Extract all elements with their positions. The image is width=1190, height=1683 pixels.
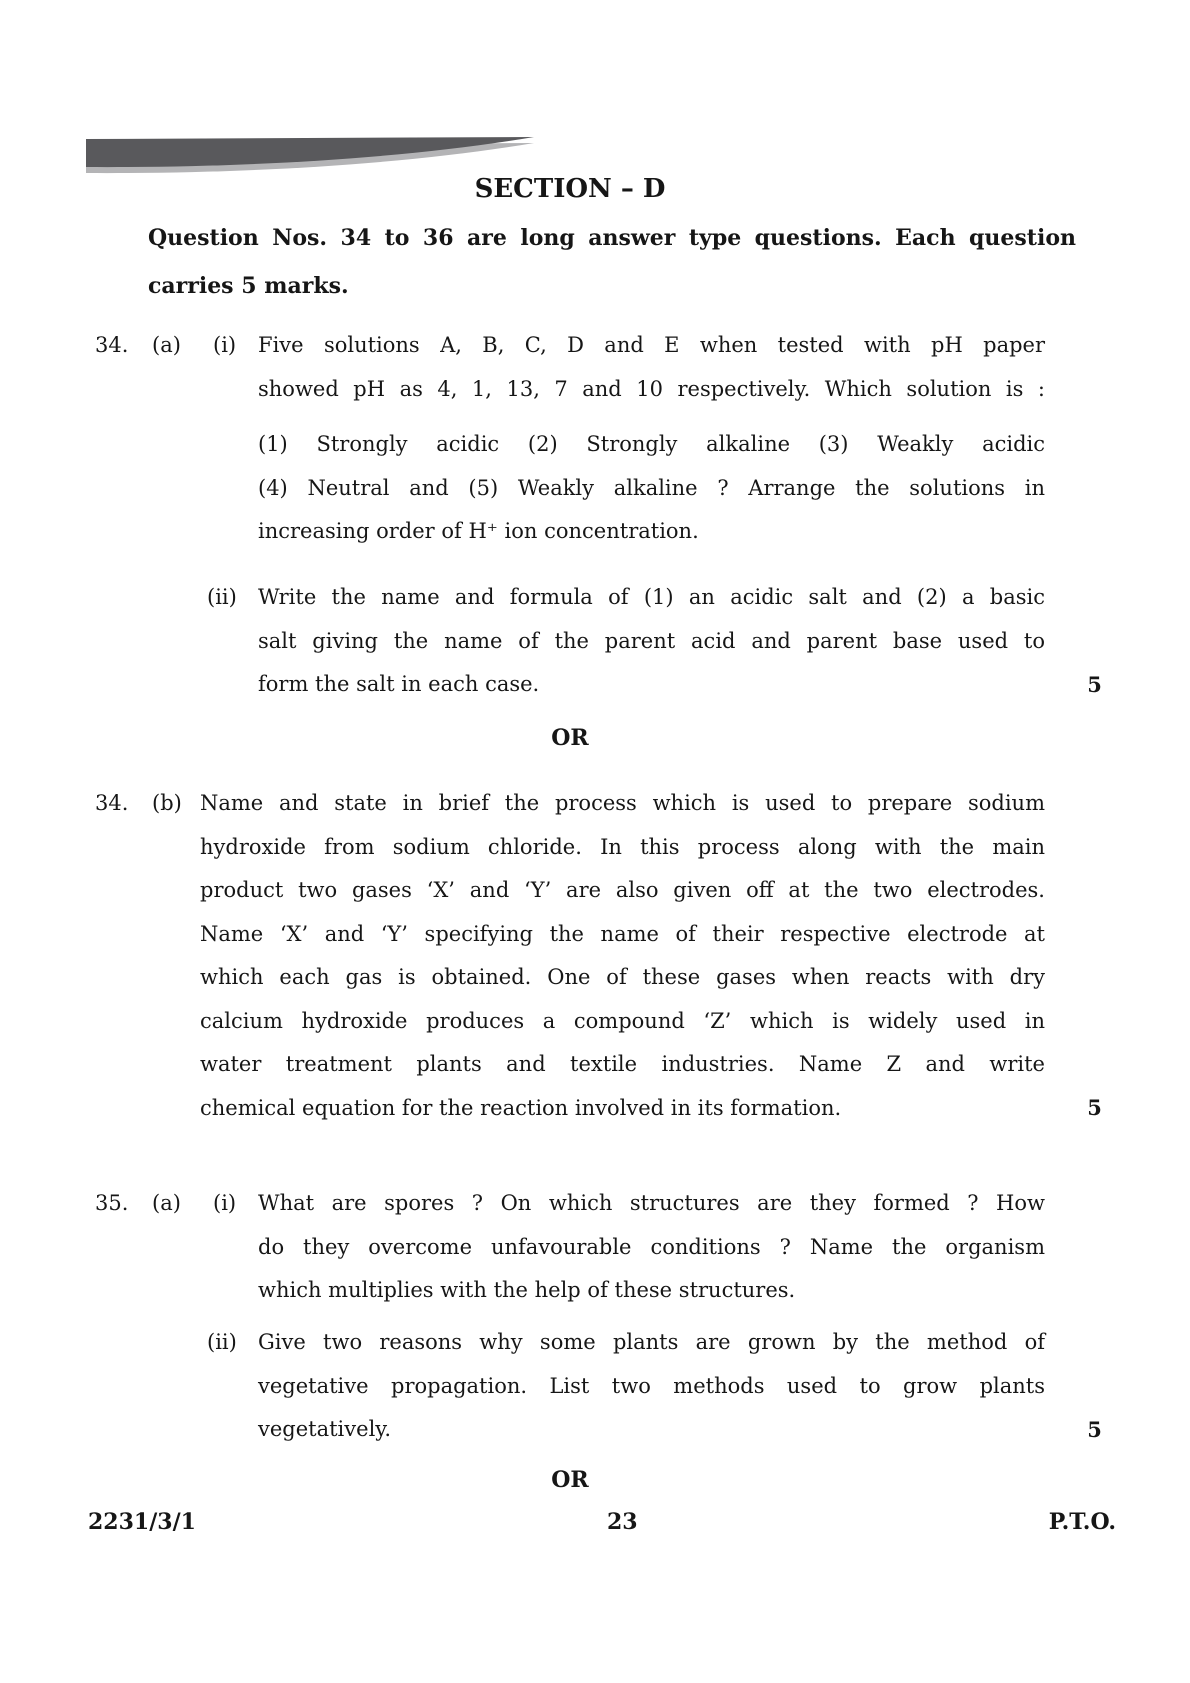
or-separator: OR bbox=[551, 725, 589, 751]
decorative-swoosh bbox=[86, 136, 534, 178]
question-line: salt giving the name of the parent acid and parent base used to bbox=[258, 628, 1045, 653]
q34a-part-i-text bbox=[258, 324, 1045, 411]
question-number-34b: 34. bbox=[95, 791, 129, 815]
question-number-35a: 35. bbox=[95, 1191, 129, 1215]
section-title: SECTION – D bbox=[474, 174, 666, 204]
part-label-i: (i) bbox=[213, 333, 237, 357]
question-line: Give two reasons why some plants are grown by the method of bbox=[258, 1330, 1045, 1354]
pto-label: P.T.O. bbox=[1048, 1509, 1116, 1535]
question-line: chemical equation for the reaction involved in its formation. bbox=[200, 1095, 842, 1120]
page-footer bbox=[88, 1508, 1116, 1536]
question-line: which multiplies with the help of these structures. bbox=[258, 1278, 796, 1302]
question-option-a: (a) bbox=[152, 333, 181, 357]
page-number: 23 bbox=[607, 1509, 638, 1535]
question-line: vegetatively. bbox=[258, 1417, 392, 1441]
intro-line: Question Nos. 34 to 36 are long answer type questions. Each question bbox=[148, 225, 1076, 251]
marks-badge-q34a: 5 bbox=[1087, 672, 1102, 697]
question-line: which each gas is obtained. One of these gases when reacts with dry bbox=[200, 965, 1045, 989]
question-line: increasing order of H⁺ ion concentration. bbox=[258, 519, 699, 543]
intro-line: carries 5 marks. bbox=[148, 273, 349, 299]
marks-badge-q35a: 5 bbox=[1087, 1417, 1102, 1442]
q35a-part-ii-text bbox=[258, 1321, 1045, 1452]
or-separator: OR bbox=[551, 1467, 589, 1493]
section-intro bbox=[148, 214, 1076, 310]
question-line: Five solutions A, B, C, D and E when tested with pH paper bbox=[258, 333, 1045, 357]
part-label-ii: (ii) bbox=[207, 1330, 237, 1354]
question-line: form the salt in each case. bbox=[258, 672, 540, 696]
question-line: (4) Neutral and (5) Weakly alkaline ? Arrange the solutions in bbox=[258, 475, 1045, 500]
question-line: do they overcome unfavourable conditions ? Name the organism bbox=[258, 1234, 1045, 1259]
q35a-part-i-text bbox=[258, 1182, 1045, 1313]
question-line: product two gases ‘X’ and ‘Y’ are also given off at the two electrodes. bbox=[200, 878, 1045, 902]
swoosh-graphic bbox=[86, 136, 534, 178]
question-line: vegetative propagation. List two methods used to grow plants bbox=[258, 1373, 1045, 1398]
question-line: calcium hydroxide produces a compound ‘Z’ which is widely used in bbox=[200, 1008, 1045, 1033]
marks-badge-q34b: 5 bbox=[1087, 1095, 1102, 1120]
question-line: What are spores ? On which structures are they formed ? How bbox=[258, 1191, 1045, 1215]
question-line: water treatment plants and textile industries. Name Z and write bbox=[200, 1052, 1045, 1076]
question-line: hydroxide from sodium chloride. In this process along with the main bbox=[200, 834, 1045, 859]
paper-code: 2231/3/1 bbox=[88, 1509, 196, 1535]
question-line: Name and state in brief the process which is used to prepare sodium bbox=[200, 791, 1045, 815]
question-option-a: (a) bbox=[152, 1191, 181, 1215]
q34b-text bbox=[200, 782, 1045, 1130]
question-line: Name ‘X’ and ‘Y’ specifying the name of their respective electrode at bbox=[200, 921, 1045, 946]
part-label-ii: (ii) bbox=[207, 585, 237, 609]
question-option-b: (b) bbox=[152, 791, 182, 815]
q34a-part-ii-text bbox=[258, 576, 1045, 707]
q34a-part-i-subtext bbox=[258, 423, 1045, 554]
question-number-34a: 34. bbox=[95, 333, 129, 357]
question-line: Write the name and formula of (1) an acidic salt and (2) a basic bbox=[258, 585, 1045, 609]
question-line: showed pH as 4, 1, 13, 7 and 10 respectively. Which solution is : bbox=[258, 376, 1045, 401]
question-line: (1) Strongly acidic (2) Strongly alkaline (3) Weakly acidic bbox=[258, 432, 1045, 456]
part-label-i: (i) bbox=[213, 1191, 237, 1215]
